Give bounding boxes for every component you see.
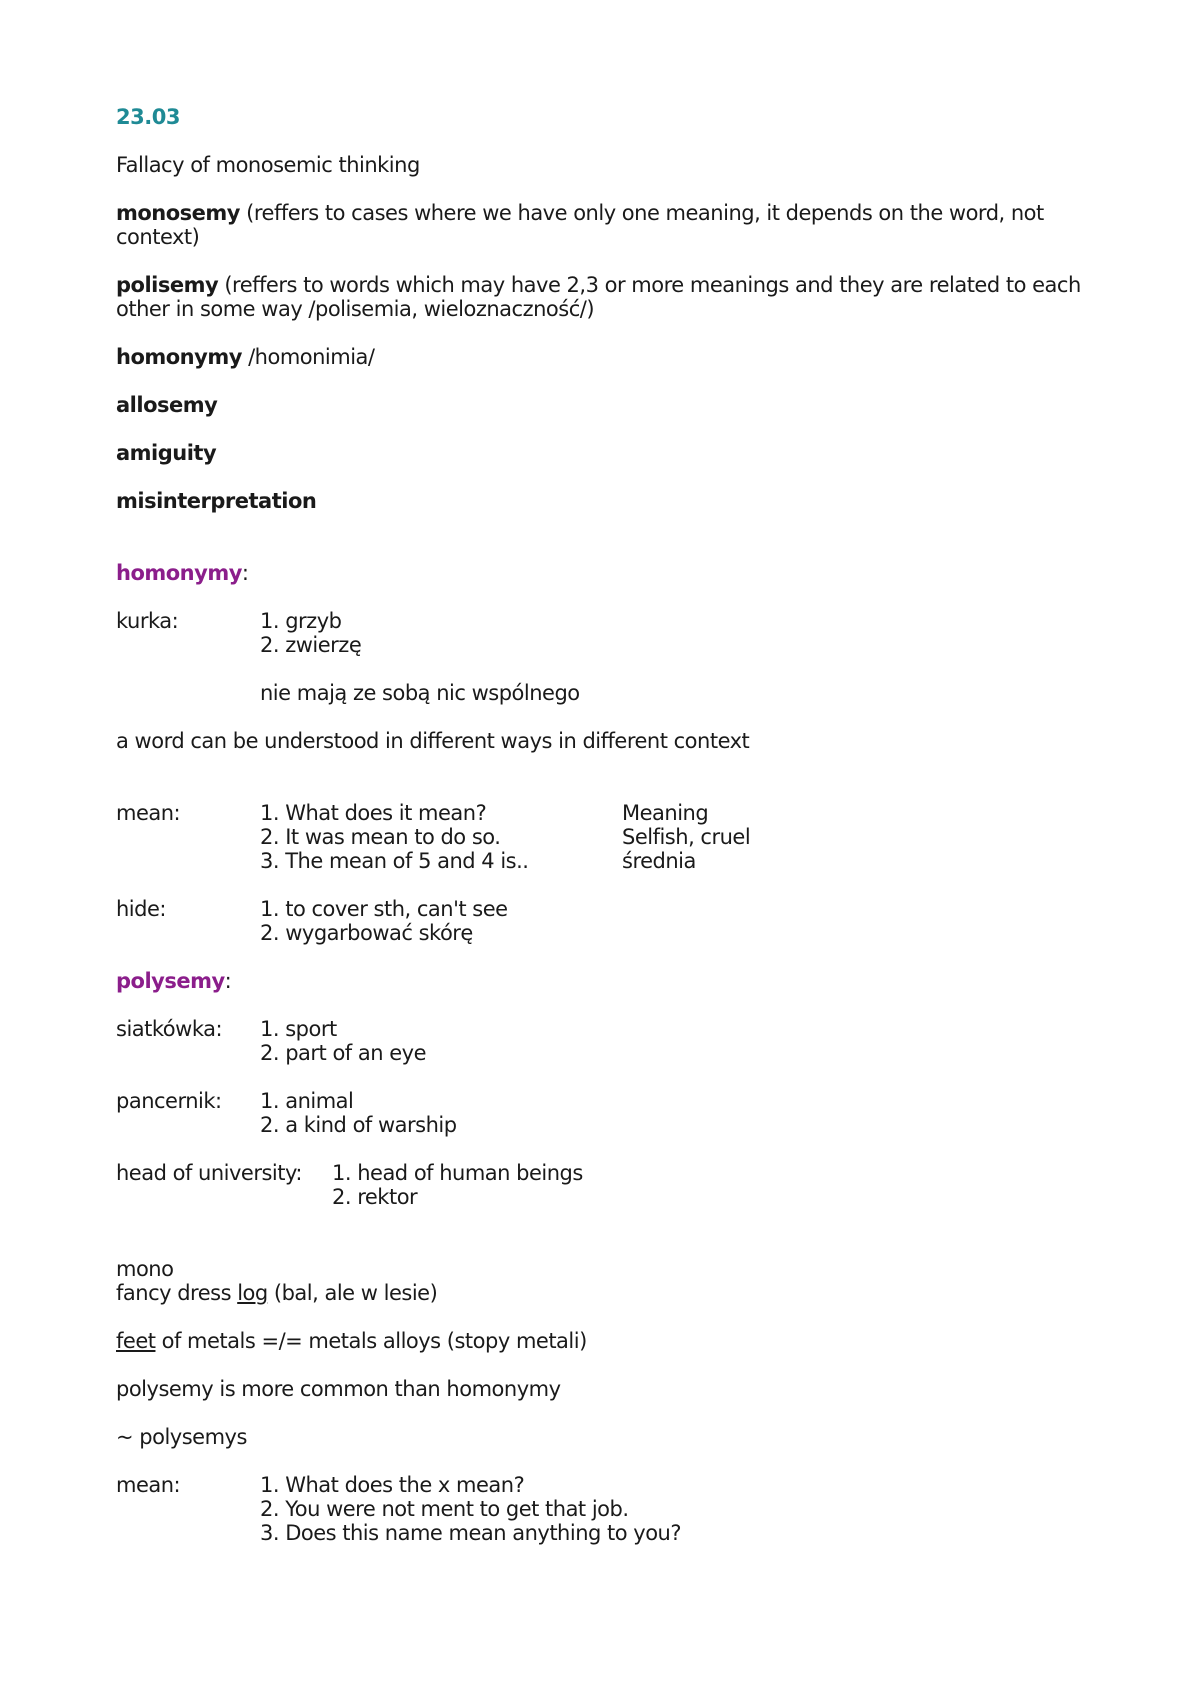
definition-monosemy	[116, 201, 1096, 249]
entry-glosses: Meaning Selfish, cruel średnia	[622, 801, 751, 873]
definition-misinterpretation: misinterpretation	[116, 489, 317, 513]
entry-mean-2	[116, 1473, 1096, 1545]
entry-word: mean:	[116, 1473, 181, 1497]
entry-note: nie mają ze sobą nic wspólnego	[260, 681, 580, 705]
entry-word: head of university:	[116, 1161, 302, 1185]
mono-label: mono	[116, 1257, 174, 1281]
definition-term: homonymy	[116, 345, 242, 369]
homonymy-heading: homonymy:	[116, 561, 249, 585]
entry-head-of-university	[116, 1161, 1096, 1209]
entry-mean	[116, 801, 1096, 873]
entry-word: mean:	[116, 801, 181, 825]
definition-term: monosemy	[116, 201, 240, 225]
definition-amiguity: amiguity	[116, 441, 217, 465]
entry-meanings: 1. What does it mean? 2. It was mean to do so. 3. The mean of 5 and 4 is..	[260, 801, 529, 873]
definition-homonymy	[116, 345, 1096, 369]
entry-word: kurka:	[116, 609, 179, 633]
entry-meanings: 1. grzyb 2. zwierzę nie mają ze sobą nic wspólnego	[260, 609, 580, 705]
definition-term: polisemy	[116, 273, 219, 297]
entry-meanings: 1. animal 2. a kind of warship	[260, 1089, 457, 1137]
entry-meanings: 1. to cover sth, can't see 2. wygarbować skórę	[260, 897, 508, 945]
entry-pancernik	[116, 1089, 1096, 1137]
definition-text: (reffers to words which may have 2,3 or more meanings and they are related to each other in some way /polisemia, wieloznaczność/)	[116, 273, 1081, 321]
definition-text: (reffers to cases where we have only one meaning, it depends on the word, not context)	[116, 201, 1044, 249]
entry-siatkowka	[116, 1017, 1096, 1065]
entry-meanings: 1. What does the x mean? 2. You were not ment to get that job. 3. Does this name mean anything to you?	[260, 1473, 682, 1545]
polysemy-heading: polysemy:	[116, 969, 232, 993]
entry-meanings: 1. sport 2. part of an eye	[260, 1017, 426, 1065]
mono-example-feet: feet of metals =/= metals alloys (stopy metali)	[116, 1329, 587, 1353]
entry-word: siatkówka:	[116, 1017, 223, 1041]
definition-text: /homonimia/	[241, 345, 375, 369]
definition-allosemy: allosemy	[116, 393, 218, 417]
closing-statement: polysemy is more common than homonymy	[116, 1377, 561, 1401]
entry-meanings: 1. head of human beings 2. rektor	[332, 1161, 583, 1209]
entry-word: pancernik:	[116, 1089, 222, 1113]
entry-hide	[116, 897, 1096, 945]
entry-kurka	[116, 609, 1096, 705]
mono-example-log: fancy dress log (bal, ale w lesie)	[116, 1281, 438, 1305]
page-title: Fallacy of monosemic thinking	[116, 153, 420, 177]
date-heading: 23.03	[116, 105, 180, 129]
document-body	[116, 105, 1096, 1545]
definition-polisemy	[116, 273, 1096, 321]
entry-word: hide:	[116, 897, 166, 921]
closing-tilde: ~ polysemys	[116, 1425, 247, 1449]
homonymy-statement: a word can be understood in different ways in different context	[116, 729, 750, 753]
